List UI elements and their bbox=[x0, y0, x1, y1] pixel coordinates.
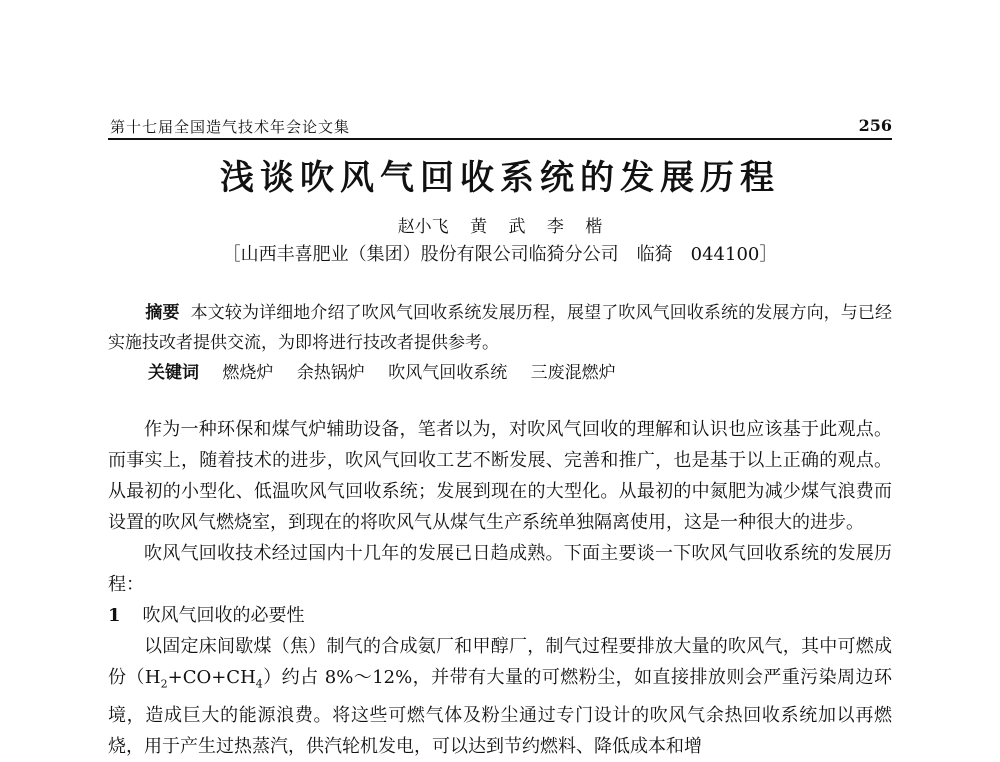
journal-name: 第十七届全国造气技术年会论文集 bbox=[110, 118, 351, 136]
page-number: 256 bbox=[858, 116, 892, 135]
paragraph-segment: 以固定床间歇煤（焦）制气的合成氨厂和甲醇厂，制气过程要排放大量的吹风气，其中可燃成份（H bbox=[108, 636, 892, 688]
paragraph-segment: ）约占 8%～12%，并带有大量的可燃粉尘，如直接排放则会严重污染周边环境，造成巨大的能源浪费。将这些可燃气体及粉尘通过专门设计的吹风气余热回收系统加以再燃烧，用于产生过热蒸汽，供汽轮机发电，可以达到节约燃料、降低成本和增 bbox=[108, 667, 892, 757]
body-text bbox=[108, 414, 892, 762]
paragraph-segment: +CO+CH bbox=[167, 667, 256, 688]
abstract bbox=[108, 298, 892, 358]
paper-title: 浅谈吹风气回收系统的发展历程 bbox=[220, 158, 780, 198]
keywords bbox=[148, 358, 616, 388]
abstract-label: 摘要 bbox=[145, 303, 180, 323]
keywords-label: 关键词 bbox=[148, 363, 199, 383]
section-heading bbox=[108, 600, 892, 631]
paragraph bbox=[108, 631, 892, 762]
section-title: 吹风气回收的必要性 bbox=[142, 605, 305, 626]
subscript: 2 bbox=[160, 677, 168, 691]
keyword: 余热锅炉 bbox=[296, 363, 365, 383]
keyword: 吹风气回收系统 bbox=[388, 363, 508, 383]
running-header bbox=[108, 114, 892, 140]
affiliation: ［山西丰喜肥业（集团）股份有限公司临猗分公司 临猗 044100］ bbox=[222, 244, 778, 265]
abstract-text: 本文较为详细地介绍了吹风气回收系统发展历程，展望了吹风气回收系统的发展方向，与已经实施技改者提供交流，为即将进行技改者提供参考。 bbox=[108, 303, 892, 353]
subscript: 4 bbox=[255, 677, 263, 691]
keyword: 三废混燃炉 bbox=[530, 363, 616, 383]
paragraph: 作为一种环保和煤气炉辅助设备，笔者以为，对吹风气回收的理解和认识也应该基于此观点。而事实上，随着技术的进步，吹风气回收工艺不断发展、完善和推广，也是基于以上正确的观点。从最初的小型化、低温吹风气回收系统；发展到现在的大型化。从最初的中氮肥为减少煤气浪费而设置的吹风气燃烧室，到现在的将吹风气从煤气生产系统单独隔离使用，这是一种很大的进步。 bbox=[108, 419, 892, 533]
paragraph: 吹风气回收技术经过国内十几年的发展已日趋成熟。下面主要谈一下吹风气回收系统的发展历程： bbox=[108, 543, 892, 595]
author-list: 赵小飞 黄 武 李 楷 bbox=[397, 217, 603, 237]
section-number: 1 bbox=[108, 605, 121, 626]
keyword: 燃烧炉 bbox=[222, 363, 274, 383]
